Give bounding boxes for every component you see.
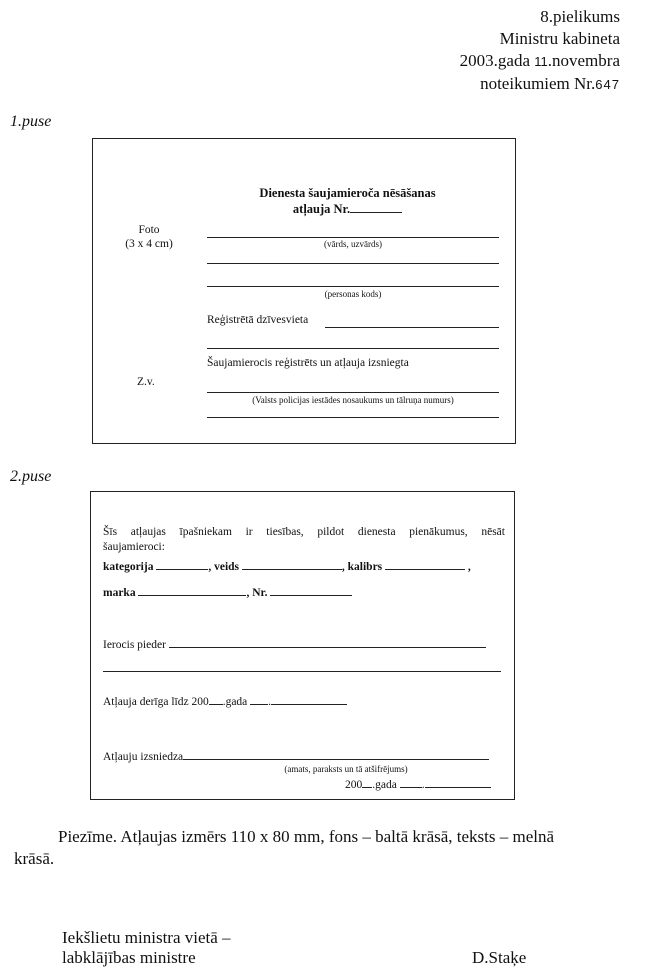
note-line2: krāsā. — [14, 849, 55, 868]
signature-name: D.Staķe — [472, 948, 527, 967]
permit-side2-box — [90, 491, 515, 800]
brand-field — [138, 584, 246, 596]
weapon-row-2 — [103, 584, 352, 599]
issued-date-day-field — [400, 776, 422, 788]
permit-title-line1: Dienesta šaujamieroča nēsāšanas — [259, 186, 436, 200]
permit-side1-box — [92, 138, 516, 444]
valid-dot: . — [268, 696, 272, 708]
residence-line — [325, 327, 499, 328]
personal-code-caption: (personas kods) — [324, 289, 382, 299]
owner-row — [103, 636, 486, 651]
police-caption: (Valsts policijas iestādes nosaukums un tālruņa numurs) — [252, 395, 454, 405]
number-label: , Nr. — [246, 587, 268, 599]
type-field — [242, 558, 342, 570]
issued-date-year-field — [362, 776, 372, 788]
header-date-year: 2003.gada — [459, 51, 531, 70]
name-line-2 — [207, 263, 499, 264]
rights-text-line2: šaujamieroci: — [103, 541, 165, 553]
issued-date-prefix: 200 — [345, 779, 363, 791]
owner-label: Ierocis pieder — [103, 639, 166, 651]
signature-title-line1: Iekšlietu ministra vietā – — [62, 928, 231, 947]
number-field — [270, 584, 352, 596]
valid-year-field — [209, 693, 223, 705]
issued-field — [183, 748, 489, 760]
rights-text-line1: Šīs atļaujas īpašniekam ir tiesības, pildot dienesta pienākumus, nēsāt — [103, 526, 505, 538]
issued-caption: (amats, paraksts un tā atšifrējums) — [284, 764, 408, 774]
name-line — [207, 237, 499, 238]
issued-row — [103, 748, 489, 763]
valid-year-label: .gada — [222, 696, 248, 708]
issued-date-dot: . — [421, 779, 425, 791]
issued-label: Atļauju izsniedza — [103, 751, 184, 763]
valid-row — [103, 693, 347, 708]
caliber-label: , kalibrs — [341, 561, 383, 573]
permit-number-field — [350, 201, 402, 213]
header-regulation-label: noteikumiem Nr. — [480, 74, 596, 93]
header-date — [460, 50, 620, 73]
header-date-month: .novembra — [547, 51, 620, 70]
category-field — [156, 558, 208, 570]
permit-number-label: atļauja Nr. — [292, 202, 351, 216]
header-date-day: 11 — [534, 54, 548, 69]
brand-label: marka — [103, 587, 136, 599]
caliber-field — [385, 558, 465, 570]
header-regulation — [460, 73, 620, 96]
side2-label: 2.puse — [10, 468, 52, 485]
permit-title — [93, 185, 517, 217]
category-label: kategorija — [103, 561, 154, 573]
header-annex: 8.pielikums — [540, 7, 620, 26]
valid-month-field — [271, 693, 347, 705]
photo-area — [109, 223, 189, 251]
signature-title-line2: labklājības ministre — [62, 948, 196, 967]
document-header — [460, 6, 620, 96]
issued-date-month-field — [425, 776, 491, 788]
residence-line-2 — [207, 348, 499, 349]
photo-label: Foto — [138, 224, 160, 236]
name-caption: (vārds, uzvārds) — [324, 239, 382, 249]
owner-field — [169, 636, 486, 648]
registered-text: Šaujamierocis reģistrēts un atļauja izsniegta — [207, 357, 409, 369]
weapon-row-1 — [103, 558, 471, 573]
header-regulation-number: 647 — [595, 77, 620, 92]
owner-line-2 — [103, 671, 501, 672]
row-comma: , — [467, 561, 471, 573]
side1-label: 1.puse — [10, 113, 52, 130]
valid-day-field — [250, 693, 268, 705]
stamp-label: Z.v. — [137, 376, 155, 388]
police-line-2 — [207, 417, 499, 418]
valid-label: Atļauja derīga līdz 200 — [103, 696, 209, 708]
issued-date-year-label: .gada — [372, 779, 397, 791]
issued-date-row — [345, 776, 491, 791]
type-label: , veids — [208, 561, 240, 573]
residence-label: Reģistrētā dzīvesvieta — [207, 314, 309, 326]
header-cabinet: Ministru kabineta — [499, 29, 620, 48]
note-line1: Piezīme. Atļaujas izmērs 110 x 80 mm, fons – baltā krāsā, teksts – melnā — [58, 827, 555, 846]
personal-code-line — [207, 286, 499, 287]
police-line — [207, 392, 499, 393]
permit-title-line2 — [93, 201, 517, 217]
photo-size: (3 x 4 cm) — [125, 238, 173, 250]
